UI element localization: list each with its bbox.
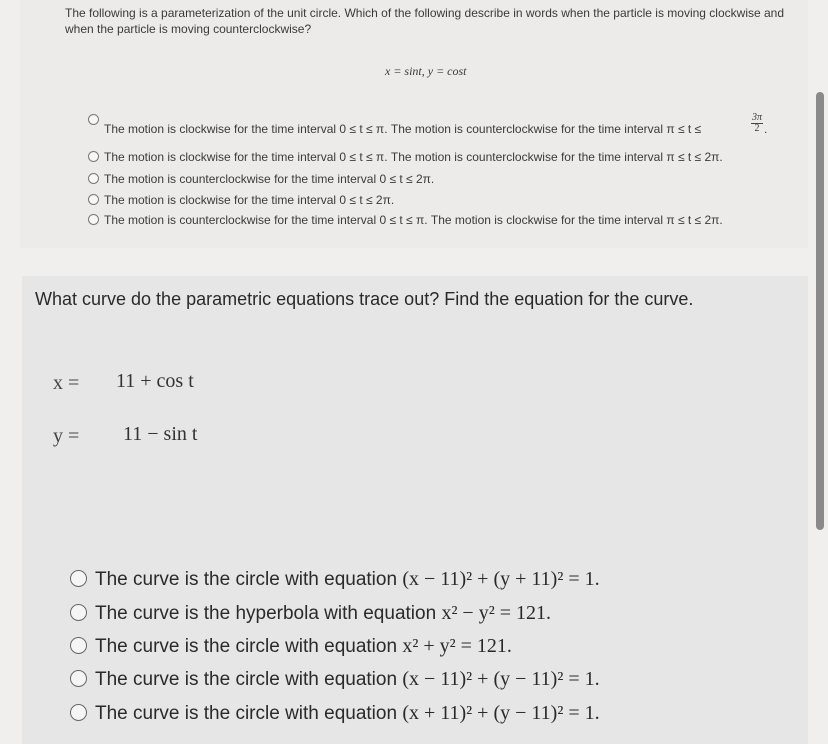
radio-button[interactable] — [70, 670, 87, 687]
option-text: The motion is counterclockwise for the time interval 0 ≤ t ≤ π. The motion is clockwise for the time interval π ≤ t ≤ 2π. — [104, 213, 723, 227]
option-text: The motion is clockwise for the time interval 0 ≤ t ≤ π. The motion is counterclockwise for the time interval π ≤ t ≤ — [104, 122, 702, 136]
question1-option-4[interactable] — [88, 193, 394, 207]
y-label: y = — [53, 425, 80, 447]
question1-prompt: The following is a parameterization of the unit circle. Which of the following describe in words when the particle is moving clockwise and when the particle is moving counterclockwise? — [65, 6, 785, 36]
fraction-numerator: 3π — [752, 112, 763, 123]
radio-button[interactable] — [70, 570, 87, 587]
fraction — [751, 113, 763, 134]
option-text: The motion is counterclockwise for the time interval 0 ≤ t ≤ 2π. — [104, 172, 435, 186]
question2-option-4[interactable] — [70, 668, 600, 691]
option-prefix: The curve is the hyperbola with equation — [95, 603, 437, 624]
question1-equation: x = sint, y = cost — [385, 64, 467, 78]
option-equation: x² − y² = 121. — [441, 602, 551, 624]
option-equation: (x − 11)² + (y + 11)² = 1. — [402, 568, 600, 590]
y-equation: 11 − sin t — [123, 423, 198, 445]
option-text: The motion is clockwise for the time interval 0 ≤ t ≤ π. The motion is counterclockwise for the time interval π ≤ t ≤ 2π. — [104, 150, 723, 164]
fraction-denominator: 2 — [754, 123, 760, 134]
option-prefix: The curve is the circle with equation — [95, 669, 398, 690]
radio-button[interactable] — [88, 114, 99, 125]
question2-option-5[interactable] — [70, 702, 600, 725]
question1-option-3[interactable] — [88, 172, 434, 186]
question2-option-2[interactable] — [70, 602, 551, 625]
radio-button[interactable] — [70, 704, 87, 721]
question1-option-5[interactable] — [88, 213, 723, 227]
question2-prompt: What curve do the parametric equations trace out? Find the equation for the curve. — [35, 289, 694, 309]
radio-button[interactable] — [88, 173, 99, 184]
radio-button[interactable] — [70, 637, 87, 654]
radio-button[interactable] — [88, 194, 99, 205]
option-prefix: The curve is the circle with equation — [95, 703, 398, 724]
question2-option-1[interactable] — [70, 568, 600, 591]
option-tail: . — [764, 122, 768, 136]
option-equation: (x + 11)² + (y − 11)² = 1. — [402, 702, 600, 724]
scrollbar[interactable] — [816, 92, 824, 530]
radio-button[interactable] — [88, 151, 99, 162]
option-equation: x² + y² = 121. — [402, 635, 512, 657]
question2-option-3[interactable] — [70, 635, 512, 658]
question1-option-2[interactable] — [88, 150, 723, 164]
option-prefix: The curve is the circle with equation — [95, 636, 398, 657]
x-equation: 11 + cos t — [116, 370, 194, 392]
radio-button[interactable] — [70, 604, 87, 621]
x-label: x = — [53, 372, 80, 394]
option-prefix: The curve is the circle with equation — [95, 569, 398, 590]
radio-button[interactable] — [88, 214, 99, 225]
option-equation: (x − 11)² + (y − 11)² = 1. — [402, 668, 600, 690]
option-text: The motion is clockwise for the time interval 0 ≤ t ≤ 2π. — [104, 193, 395, 207]
